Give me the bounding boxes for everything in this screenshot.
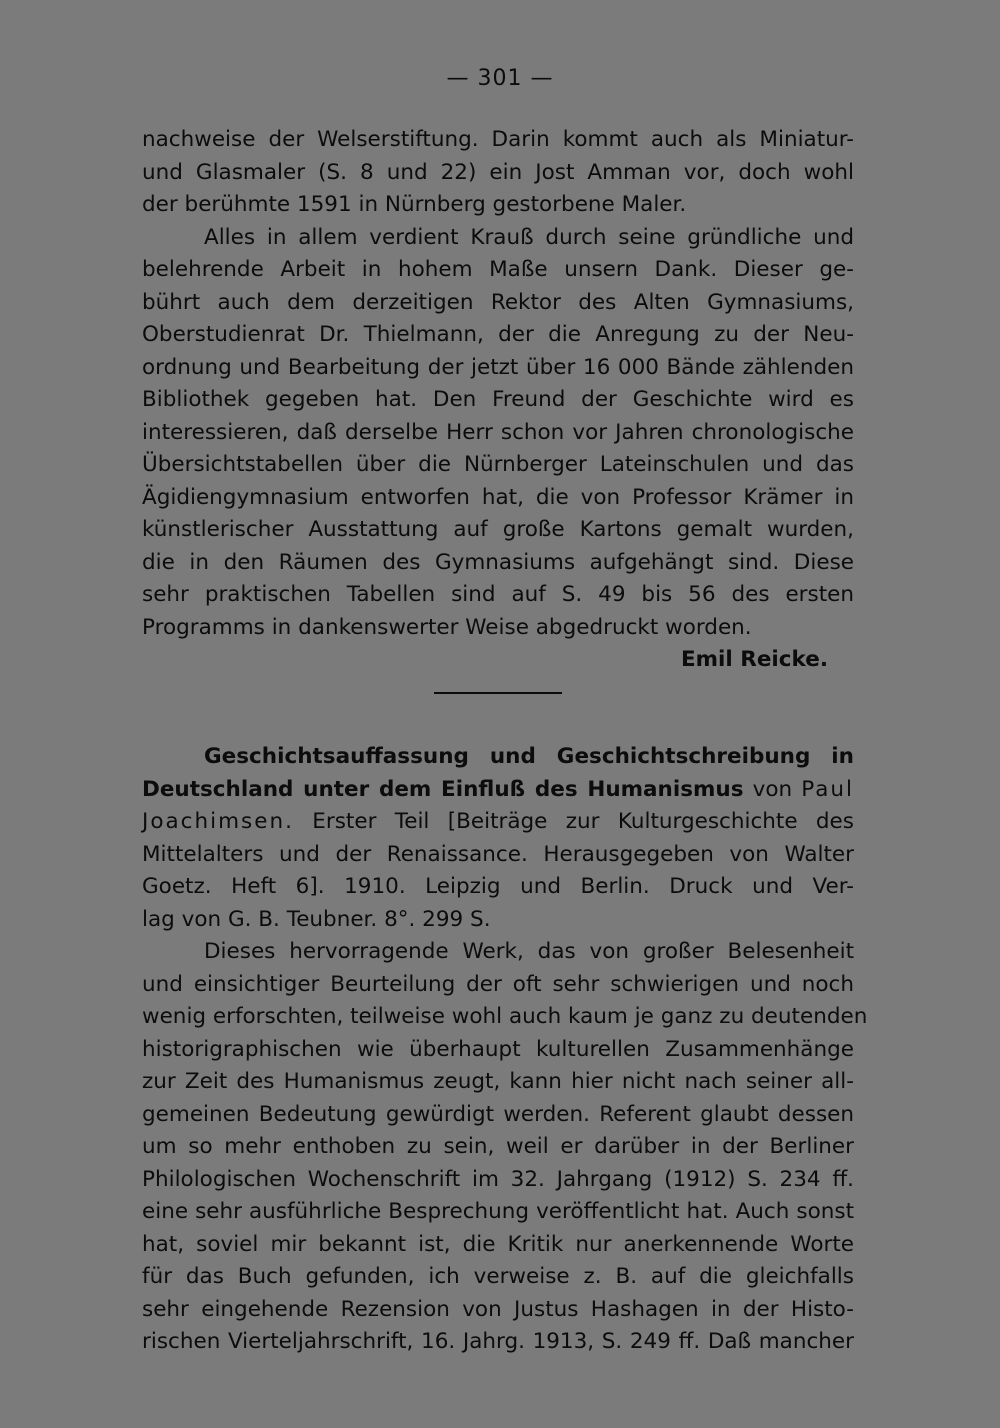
section-divider <box>434 692 562 694</box>
text-line: Bibliothek gegeben hat. Den Freund der Geschichte wird es <box>142 387 854 412</box>
text-line: sehr eingehende Rezension von Justus Hashagen in der Histo- <box>142 1297 854 1322</box>
text-line: hat, soviel mir bekannt ist, die Kritik nur anerkennende Worte <box>142 1232 854 1257</box>
text-line: Ägidiengymnasium entworfen hat, die von Professor Krämer in <box>142 485 854 510</box>
text-line: rischen Vierteljahrschrift, 16. Jahrg. 1913, S. 249 ff. Daß mancher <box>142 1329 854 1354</box>
text-line: und einsichtiger Beurteilung der oft sehr schwierigen und noch <box>142 972 854 997</box>
author-first-name: Paul <box>801 777 854 802</box>
text-line: historigraphischen wie überhaupt kulturellen Zusammenhänge <box>142 1037 854 1062</box>
text-line: künstlerischer Ausstattung auf große Kartons gemalt wurden, <box>142 517 854 542</box>
text-line: belehrende Arbeit in hohem Maße unsern Dank. Dieser ge- <box>142 257 854 282</box>
bibliographic-line: lag von G. B. Teubner. 8°. 299 S. <box>142 907 491 932</box>
text-line: Oberstudienrat Dr. Thielmann, der die Anregung zu der Neu- <box>142 322 854 347</box>
text-line: bührt auch dem derzeitigen Rektor des Alten Gymnasiums, <box>142 290 854 315</box>
text-line: Philologischen Wochenschrift im 32. Jahrgang (1912) S. 234 ff. <box>142 1167 854 1192</box>
text-line: Übersichtstabellen über die Nürnberger Lateinschulen und das <box>142 452 854 477</box>
text-line: für das Buch gefunden, ich verweise z. B. auf die gleichfalls <box>142 1264 854 1289</box>
text-line: interessieren, daß derselbe Herr schon vor Jahren chronologische <box>142 420 854 445</box>
bibliographic-line: Mittelalters und der Renaissance. Herausgegeben von Walter <box>142 842 854 867</box>
text-line: gemeinen Bedeutung gewürdigt werden. Referent glaubt dessen <box>142 1102 854 1127</box>
reviewer-signature: Emil Reicke. <box>680 647 828 672</box>
page-number: — 301 — <box>446 66 554 91</box>
text-line: und Glasmaler (S. 8 und 22) ein Jost Amman vor, doch wohl <box>142 160 854 185</box>
author-last-name: Joachimsen. <box>142 809 294 834</box>
text-line: Programms in dankenswerter Weise abgedruckt worden. <box>142 615 752 640</box>
bibliographic-text: Erster Teil [Beiträge zur Kulturgeschichte des <box>312 809 854 834</box>
review-title-line <box>142 774 854 806</box>
text-line: nachweise der Welserstiftung. Darin kommt auch als Miniatur- <box>142 127 854 152</box>
text-line: die in den Räumen des Gymnasiums aufgehängt sind. Diese <box>142 550 854 575</box>
review-title-von: von <box>752 777 793 802</box>
review-title-line: Geschichtsauffassung und Geschichtschreibung in <box>204 744 854 769</box>
text-line: sehr praktischen Tabellen sind auf S. 49 bis 56 des ersten <box>142 582 854 607</box>
bibliographic-line: Goetz. Heft 6]. 1910. Leipzig und Berlin. Druck und Ver- <box>142 874 854 899</box>
text-line: eine sehr ausführliche Besprechung veröffentlicht hat. Auch sonst <box>142 1199 854 1224</box>
text-line: wenig erforschten, teilweise wohl auch kaum je ganz zu deutenden <box>142 1004 868 1029</box>
paragraph-first-line: Dieses hervorragende Werk, das von großer Belesenheit <box>204 939 854 964</box>
paragraph-first-line: Alles in allem verdient Krauß durch seine gründliche und <box>204 225 854 250</box>
bibliographic-line <box>142 806 854 838</box>
text-line: zur Zeit des Humanismus zeugt, kann hier nicht nach seiner all- <box>142 1069 854 1094</box>
review-title-bold: Deutschland unter dem Einfluß des Humanismus <box>142 777 744 802</box>
text-line: um so mehr enthoben zu sein, weil er darüber in der Berliner <box>142 1134 854 1159</box>
text-line: der berühmte 1591 in Nürnberg gestorbene Maler. <box>142 192 687 217</box>
text-line: ordnung und Bearbeitung der jetzt über 16 000 Bände zählenden <box>142 355 854 380</box>
